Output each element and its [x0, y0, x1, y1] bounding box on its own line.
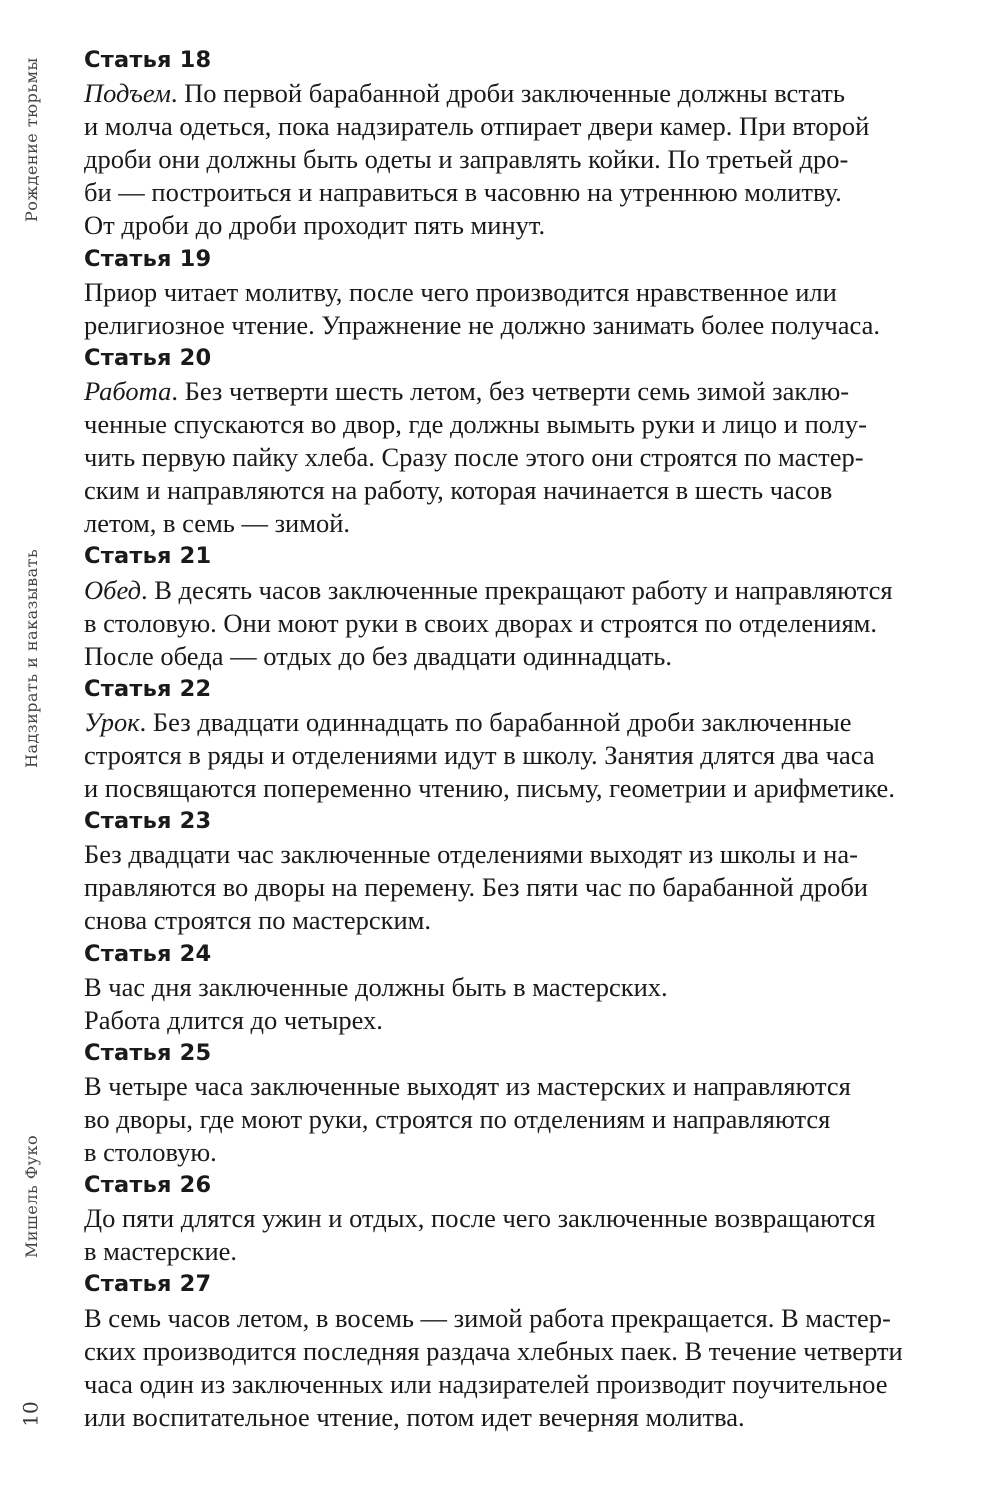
article-paragraph: [84, 1070, 984, 1169]
text-line-content: и посвящаются попеременно чтению, письму, геометрии и арифметике.: [84, 773, 895, 804]
text-line-content: во дворы, где моют руки, строятся по отделениям и направляются: [84, 1104, 831, 1134]
article-paragraph: [84, 1302, 984, 1434]
text-line: [84, 1235, 984, 1268]
article-section: [84, 805, 984, 937]
article-paragraph: [84, 574, 984, 673]
text-line-content: Без двадцати час заключенные отделениями выходят из школы и на-: [84, 839, 858, 870]
text-line-content: Приор читает молитву, после чего производится нравственное или: [84, 276, 837, 307]
text-line: [84, 1136, 984, 1169]
running-head-chapter: Рождение тюрьмы: [22, 57, 41, 222]
text-line-content: ченные спускаются во двор, где должны вымыть руки и лицо и полу-: [84, 409, 867, 440]
text-line-content: . В десять часов заключенные прекращают работу и направляются: [140, 574, 893, 605]
running-head-book-title: Надзирать и наказывать: [22, 548, 41, 768]
text-line-content: летом, в семь — зимой.: [84, 508, 351, 539]
text-line: [84, 441, 984, 474]
text-line-content: ским и направляются на работу, которая начинается в шесть часов: [84, 475, 833, 506]
text-line: [84, 772, 984, 805]
text-line: [84, 971, 984, 1004]
text-line: [84, 1004, 984, 1037]
text-line-content: чить первую пайку хлеба. Сразу после этого они строятся по мастер-: [84, 442, 864, 473]
text-line-content: От дроби до дроби проходит пять минут.: [84, 210, 546, 241]
text-line: [84, 739, 984, 772]
text-line-content: снова строятся по мастерским.: [84, 905, 432, 936]
article-section: [84, 44, 984, 243]
text-line: [84, 375, 984, 408]
text-line: [84, 474, 984, 507]
article-paragraph: [84, 971, 984, 1037]
article-section: [84, 938, 984, 1037]
text-line: [84, 607, 984, 640]
text-line: [84, 904, 984, 937]
text-line: [84, 507, 984, 540]
text-line-content: в мастерские.: [84, 1236, 238, 1267]
text-line: [84, 1335, 984, 1368]
page-number: 10: [18, 1401, 43, 1427]
text-line: [84, 838, 984, 871]
text-line: [84, 706, 984, 739]
text-line-content: Работа длится до четырех.: [84, 1004, 383, 1035]
article-heading: Статья 21: [84, 543, 212, 570]
text-line-content: и молча одеться, пока надзиратель отпирает двери камер. При второй: [84, 111, 870, 142]
text-line-content: В семь часов летом, в восемь — зимой работа прекращается. В мастер-: [84, 1302, 891, 1333]
page-margin: [0, 0, 64, 1488]
text-line: [84, 276, 984, 309]
text-line: [84, 1302, 984, 1335]
text-line: [84, 143, 984, 176]
text-line-content: религиозное чтение. Упражнение не должно занимать более получаса.: [84, 309, 880, 340]
text-line: [84, 574, 984, 607]
article-heading: Статья 19: [84, 245, 212, 272]
article-paragraph: [84, 706, 984, 805]
text-line-content: часа один из заключенных или надзирателей производит поучительное: [84, 1368, 888, 1399]
article-section: [84, 1037, 984, 1169]
text-line-content: В четыре часа заключенные выходят из мастерских и направляются: [84, 1070, 851, 1101]
article-paragraph: [84, 375, 984, 540]
text-line: [84, 176, 984, 209]
text-line: [84, 110, 984, 143]
text-line: [84, 209, 984, 242]
article-heading: Статья 25: [84, 1039, 212, 1066]
text-line: [84, 1368, 984, 1401]
text-line: [84, 640, 984, 673]
article-heading: Статья 18: [84, 47, 212, 73]
text-line: [84, 1401, 984, 1434]
article-heading: Статья 24: [84, 940, 212, 967]
article-heading: Статья 20: [84, 344, 212, 371]
article-paragraph: [84, 77, 984, 242]
article-section: [84, 1169, 984, 1268]
article-heading: Статья 26: [84, 1172, 212, 1199]
text-line-content: правляются во дворы на перемену. Без пяти час по барабанной дроби: [84, 872, 868, 903]
article-heading: Статья 23: [84, 808, 212, 835]
article-section: [84, 1268, 984, 1433]
article-section: [84, 342, 984, 541]
text-line: [84, 1202, 984, 1235]
article-heading: Статья 22: [84, 675, 212, 702]
text-line: [84, 408, 984, 441]
article-lead-term: Обед: [84, 574, 141, 605]
article-section: [84, 243, 984, 342]
text-line-content: . По первой барабанной дроби заключенные должны встать: [170, 78, 845, 109]
text-line-content: До пяти длятся ужин и отдых, после чего заключенные возвращаются: [84, 1203, 876, 1234]
article-section: [84, 673, 984, 805]
text-line: [84, 309, 984, 342]
text-line-content: или воспитательное чтение, потом идет вечерняя молитва.: [84, 1401, 745, 1432]
text-line-content: строятся в ряды и отделениями идут в школу. Занятия длятся два часа: [84, 739, 875, 770]
article-lead-term: Урок: [84, 706, 140, 737]
text-line: [84, 871, 984, 904]
text-line-content: би — построиться и направиться в часовню на утреннюю молитву.: [84, 177, 842, 208]
text-line-content: . Без двадцати одиннадцать по барабанной дроби заключенные: [139, 706, 852, 737]
text-line-content: ских производится последняя раздача хлебных паек. В течение четверти: [84, 1335, 903, 1366]
article-paragraph: [84, 1202, 984, 1268]
text-line: [84, 1103, 984, 1136]
text-line-content: . Без четверти шесть летом, без четверти семь зимой заклю-: [171, 375, 850, 406]
text-line-content: в столовую. Они моют руки в своих дворах и строятся по отделениям.: [84, 607, 878, 638]
text-line-content: в столовую.: [84, 1137, 217, 1168]
text-line: [84, 77, 984, 110]
text-line-content: дроби они должны быть одеты и заправлять койки. По третьей дро-: [84, 144, 849, 175]
text-line-content: После обеда — отдых до без двадцати одиннадцать.: [84, 640, 673, 671]
article-paragraph: [84, 276, 984, 342]
article-heading: Статья 27: [84, 1271, 212, 1298]
article-lead-term: Подъем: [84, 78, 171, 109]
running-head-author: Мишель Фуко: [22, 1134, 41, 1258]
article-lead-term: Работа: [84, 375, 172, 406]
article-paragraph: [84, 838, 984, 937]
text-line: [84, 1070, 984, 1103]
article-section: [84, 540, 984, 672]
text-line-content: В час дня заключенные должны быть в мастерских.: [84, 971, 668, 1002]
document-body: [84, 44, 984, 1434]
